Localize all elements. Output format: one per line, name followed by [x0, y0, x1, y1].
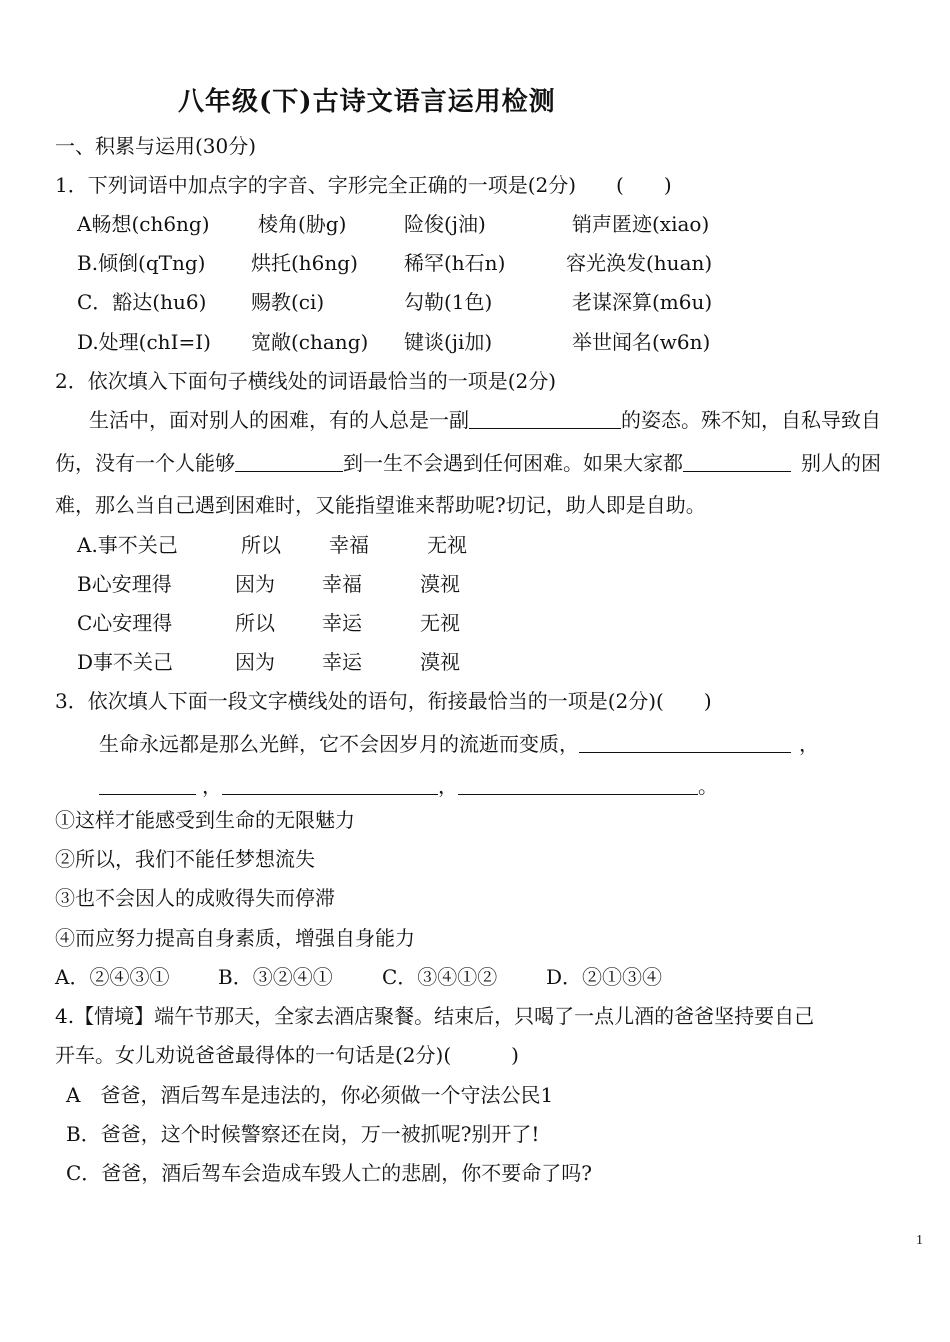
q3-stem: 3．依次填人下面一段文字横线处的语句，衔接最恰当的一项是(2分)( ) — [55, 689, 712, 713]
q3-option-b: B．③②④① — [218, 965, 333, 989]
q2-option-a-3: 幸福 — [329, 533, 369, 557]
answer-blank[interactable] — [683, 451, 791, 472]
q3-comma: ， — [438, 774, 458, 798]
q2-text: 生活中，面对别人的困难，有的人总是一副 — [89, 408, 469, 432]
q3-text: 生命永远都是那么光鲜，它不会因岁月的流逝而变质， — [99, 732, 579, 756]
answer-blank[interactable] — [99, 774, 196, 795]
q1-option-a-4: 销声匿迹(xiao) — [572, 212, 710, 236]
q3-item-4: ④而应努力提高自身素质，增强自身能力 — [55, 926, 415, 950]
q4-option-a: A 爸爸，酒后驾车是违法的，你必须做一个守法公民1 — [66, 1083, 554, 1107]
q4-stem-line-2: 开车。女儿劝说爸爸最得体的一句话是(2分)( ) — [55, 1043, 519, 1067]
answer-blank[interactable] — [469, 408, 621, 429]
q1-stem: 1．下列词语中加点字的字音、字形完全正确的一项是(2分) ( ) — [55, 173, 672, 197]
q1-option-d-3: 键谈(ji加) — [404, 330, 493, 354]
answer-blank[interactable] — [222, 774, 438, 795]
q1-option-b-1: B.倾倒(qTng) — [77, 251, 206, 275]
q4-option-b: B．爸爸，这个时候警察还在岗，万一被抓呢?别开了! — [66, 1122, 540, 1146]
q3-option-c: C．③④①② — [382, 965, 498, 989]
q4-option-c: C．爸爸，酒后驾车会造成车毁人亡的悲剧，你不要命了吗? — [66, 1161, 593, 1185]
answer-blank[interactable] — [579, 732, 791, 753]
q3-item-1: ①这样才能感受到生命的无限魅力 — [55, 808, 355, 832]
q2-text: 伤，没有一个人能够 — [55, 451, 235, 475]
q3-item-2: ②所以，我们不能任梦想流失 — [55, 847, 315, 871]
page-title: 八年级(下)古诗文语言运用检测 — [178, 87, 556, 117]
q2-option-c-4: 无视 — [420, 611, 460, 635]
q2-option-d-1: D事不关己 — [77, 650, 174, 674]
q1-option-b-2: 烘托(h6ng) — [251, 251, 358, 275]
q3-period: 。 — [698, 774, 718, 798]
q2-stem: 2．依次填入下面句子横线处的词语最恰当的一项是(2分) — [55, 369, 557, 393]
q2-text: 的姿态。殊不知，自私导致自 — [621, 408, 881, 432]
q1-option-c-3: 勾勒(1色) — [404, 290, 493, 314]
q1-option-a-1: A畅想(ch6ng) — [77, 212, 210, 236]
q2-passage-line-1 — [89, 406, 881, 434]
page-number: 1 — [916, 1233, 923, 1248]
q2-text: 别人的困 — [801, 451, 881, 475]
q2-passage-line-3: 难，那么当自己遇到困难时，又能指望谁来帮助呢?切记，助人即是自助。 — [55, 493, 706, 517]
q4-stem-line-1: 4.【情境】端午节那天，全家去酒店聚餐。结束后，只喝了一点儿酒的爸爸坚持要自己 — [55, 1004, 815, 1028]
q2-option-c-1: C心安理得 — [77, 611, 173, 635]
q2-option-c-3: 幸运 — [322, 611, 362, 635]
q2-option-a-2: 所以 — [241, 533, 281, 557]
q2-option-d-2: 因为 — [235, 650, 275, 674]
q2-passage-line-2 — [55, 449, 881, 477]
q3-passage-line-2 — [99, 772, 718, 800]
q2-option-d-4: 漠视 — [420, 650, 460, 674]
q3-item-3: ③也不会因人的成败得失而停滞 — [55, 886, 335, 910]
q2-option-a-1: A.事不关己 — [77, 533, 178, 557]
q3-option-d: D．②①③④ — [546, 965, 663, 989]
q1-option-c-1: C．豁达(hu6) — [77, 290, 207, 314]
q2-option-b-3: 幸福 — [322, 572, 362, 596]
q2-text: 到一生不会遇到任何困难。如果大家都 — [343, 451, 683, 475]
q1-option-d-2: 宽敞(chang) — [251, 330, 369, 354]
q3-comma: ， — [202, 774, 222, 798]
q1-option-a-3: 险俊(j油) — [404, 212, 486, 236]
q1-option-b-4: 容光涣发(huan) — [566, 251, 713, 275]
section-heading: 一、积累与运用(30分) — [55, 134, 257, 158]
q3-option-a: A．②④③① — [55, 965, 170, 989]
q1-option-d-1: D.处理(chI=I) — [77, 330, 211, 354]
q2-option-d-3: 幸运 — [322, 650, 362, 674]
q3-passage-line-1 — [99, 730, 819, 758]
q2-option-a-4: 无视 — [427, 533, 467, 557]
answer-blank[interactable] — [458, 774, 698, 795]
q2-option-b-4: 漠视 — [420, 572, 460, 596]
answer-blank[interactable] — [235, 451, 343, 472]
q2-option-c-2: 所以 — [235, 611, 275, 635]
q1-option-a-2: 棱角(胁g) — [258, 212, 347, 236]
q1-option-b-3: 稀罕(h石n) — [404, 251, 506, 275]
q2-option-b-2: 因为 — [235, 572, 275, 596]
q2-option-b-1: B心安理得 — [77, 572, 172, 596]
q1-option-c-2: 赐教(ci) — [251, 290, 325, 314]
q3-comma: ， — [799, 732, 819, 756]
q1-option-d-4: 举世闻名(w6n) — [572, 330, 711, 354]
q1-option-c-4: 老谋深算(m6u) — [572, 290, 713, 314]
